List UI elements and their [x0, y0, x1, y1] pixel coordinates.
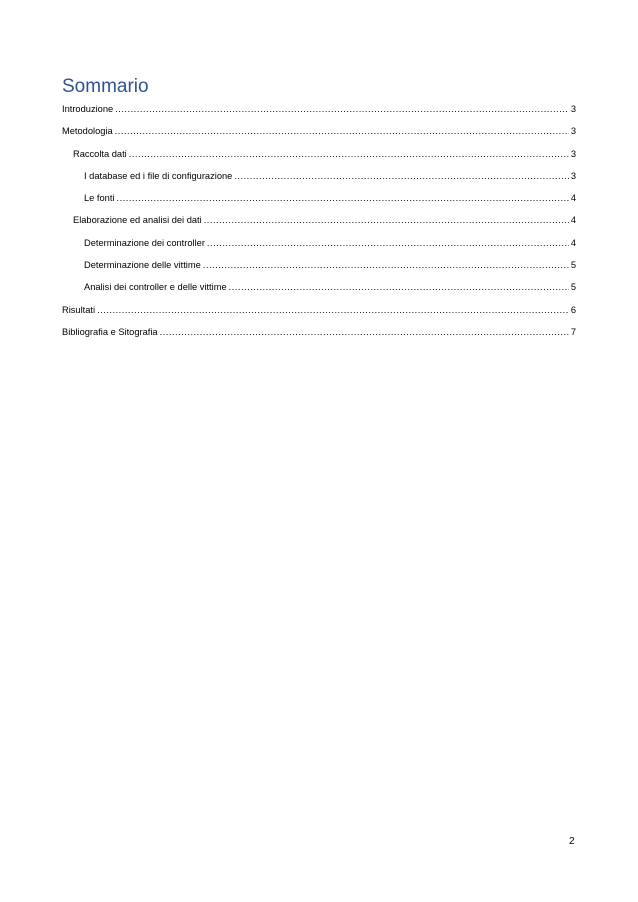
toc-dot-leader	[160, 326, 569, 338]
toc-dot-leader	[204, 214, 569, 226]
toc-entry-text: Analisi dei controller e delle vittime	[84, 282, 227, 293]
toc-entry-page: 7	[570, 326, 576, 337]
toc-entry-determinazione-vittime[interactable]	[62, 258, 576, 280]
toc-entry-bibliografia[interactable]	[62, 325, 576, 347]
toc-entry-introduzione[interactable]	[62, 102, 576, 124]
toc-entry-metodologia[interactable]	[62, 124, 576, 146]
toc-entry-raccolta-dati[interactable]	[62, 147, 576, 169]
toc-entry-page: 4	[570, 237, 576, 248]
toc-dot-leader	[115, 103, 569, 115]
toc-entry-page: 5	[570, 260, 576, 271]
toc-entry-analisi-controller-vittime[interactable]	[62, 280, 576, 302]
toc-entry-risultati[interactable]	[62, 303, 576, 325]
toc-entry-le-fonti[interactable]	[62, 191, 576, 213]
toc-entry-page: 3	[570, 170, 576, 181]
toc-title: Sommario	[62, 76, 149, 97]
toc-dot-leader	[117, 192, 569, 204]
toc-entry-page: 4	[570, 193, 576, 204]
toc-entry-text: Le fonti	[84, 193, 115, 204]
toc-list	[62, 102, 576, 347]
toc-entry-text: Introduzione	[62, 104, 114, 114]
toc-entry-text: Raccolta dati	[73, 148, 127, 159]
page-number: 2	[569, 836, 575, 847]
toc-entry-text: Risultati	[62, 304, 96, 315]
toc-entry-text: Determinazione dei controller	[84, 237, 205, 248]
toc-dot-leader	[203, 259, 569, 271]
toc-entry-page: 4	[570, 215, 576, 226]
toc-dot-leader	[229, 281, 569, 293]
toc-entry-page: 5	[570, 282, 576, 293]
toc-dot-leader	[97, 304, 569, 316]
toc-entry-text: Elaborazione ed analisi dei dati	[73, 215, 202, 226]
toc-entry-text: Metodologia	[62, 126, 113, 137]
toc-entry-page: 6	[570, 304, 576, 315]
toc-entry-page: 3	[570, 104, 576, 114]
toc-dot-leader	[207, 237, 569, 249]
toc-entry-page: 3	[570, 126, 576, 137]
toc-dot-leader	[115, 125, 569, 137]
toc-entry-elaborazione-analisi[interactable]	[62, 213, 576, 235]
toc-dot-leader	[234, 170, 568, 182]
toc-entry-text: Bibliografia e Sitografia	[62, 326, 158, 337]
toc-entry-text: Determinazione delle vittime	[84, 260, 201, 271]
toc-entry-text: I database ed i file di configurazione	[84, 170, 233, 181]
toc-entry-determinazione-controller[interactable]	[62, 236, 576, 258]
toc-entry-page: 3	[570, 148, 576, 159]
toc-entry-database-config[interactable]	[62, 169, 576, 191]
toc-dot-leader	[129, 148, 569, 160]
